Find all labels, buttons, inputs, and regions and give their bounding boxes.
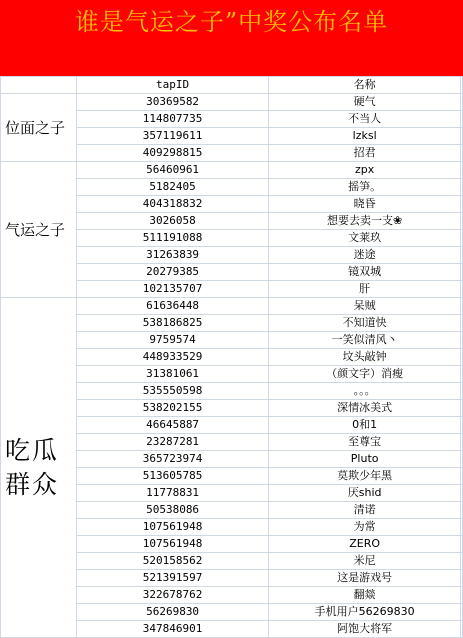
name-cell: 肝 bbox=[269, 281, 461, 298]
name-cell: ZERO bbox=[269, 536, 461, 553]
header-name: 名称 bbox=[269, 77, 461, 94]
name-cell: 清诺 bbox=[269, 502, 461, 519]
tapid-cell: 107561948 bbox=[76, 519, 269, 536]
banner-title: 谁是气运之子”中奖公布名单 bbox=[74, 8, 389, 36]
table-row bbox=[1, 162, 463, 179]
tapid-cell: 357119611 bbox=[76, 128, 269, 145]
name-cell: 至尊宝 bbox=[269, 434, 461, 451]
edge-cell bbox=[460, 94, 462, 111]
edge-cell bbox=[460, 366, 462, 383]
tapid-cell: 46645887 bbox=[76, 417, 269, 434]
winners-table-body bbox=[1, 77, 463, 638]
tapid-cell: 114807735 bbox=[76, 111, 269, 128]
tapid-cell: 535550598 bbox=[76, 383, 269, 400]
name-cell: 手机用户56269830 bbox=[269, 604, 461, 621]
name-cell: 为常 bbox=[269, 519, 461, 536]
tapid-cell: 56269830 bbox=[76, 604, 269, 621]
edge-cell bbox=[460, 570, 462, 587]
edge-cell bbox=[460, 145, 462, 162]
edge-cell bbox=[460, 332, 462, 349]
tapid-cell: 448933529 bbox=[76, 349, 269, 366]
name-cell: 硬气 bbox=[269, 94, 461, 111]
tapid-cell: 31263839 bbox=[76, 247, 269, 264]
edge-cell bbox=[460, 536, 462, 553]
name-cell: 坟头敲钟 bbox=[269, 349, 461, 366]
name-cell: 想要去卖一支❀ bbox=[269, 213, 461, 230]
name-cell: 招君 bbox=[269, 145, 461, 162]
edge-cell bbox=[460, 264, 462, 281]
name-cell: Pluto bbox=[269, 451, 461, 468]
edge-cell bbox=[460, 247, 462, 264]
edge-cell bbox=[460, 400, 462, 417]
edge-cell bbox=[460, 468, 462, 485]
tapid-cell: 409298815 bbox=[76, 145, 269, 162]
name-cell: 翻燚 bbox=[269, 587, 461, 604]
tapid-cell: 9759574 bbox=[76, 332, 269, 349]
name-cell: 镜双城 bbox=[269, 264, 461, 281]
edge-cell bbox=[460, 604, 462, 621]
edge-cell bbox=[460, 502, 462, 519]
group-label: 吃瓜群众 bbox=[1, 298, 77, 638]
name-cell: 0和1 bbox=[269, 417, 461, 434]
tapid-cell: 3026058 bbox=[76, 213, 269, 230]
name-cell: 深情冰美式 bbox=[269, 400, 461, 417]
tapid-cell: 5182405 bbox=[76, 179, 269, 196]
tapid-cell: 23287281 bbox=[76, 434, 269, 451]
edge-cell bbox=[460, 621, 462, 638]
edge-cell bbox=[460, 434, 462, 451]
edge-cell bbox=[460, 485, 462, 502]
edge-cell bbox=[460, 298, 462, 315]
edge-cell bbox=[460, 281, 462, 298]
name-cell: 厌shid bbox=[269, 485, 461, 502]
edge-cell bbox=[460, 77, 462, 94]
edge-cell bbox=[460, 213, 462, 230]
name-cell: 摇笋。 bbox=[269, 179, 461, 196]
tapid-cell: 20279385 bbox=[76, 264, 269, 281]
group-label: 气运之子 bbox=[1, 162, 77, 298]
header-tapid: tapID bbox=[76, 77, 269, 94]
name-cell: 文莱玖 bbox=[269, 230, 461, 247]
edge-cell bbox=[460, 451, 462, 468]
tapid-cell: 404318832 bbox=[76, 196, 269, 213]
tapid-cell: 102135707 bbox=[76, 281, 269, 298]
name-cell: 一笑似清风丶 bbox=[269, 332, 461, 349]
table-row bbox=[1, 94, 463, 111]
tapid-cell: 11778831 bbox=[76, 485, 269, 502]
title-banner bbox=[0, 0, 463, 76]
edge-cell bbox=[460, 196, 462, 213]
tapid-cell: 61636448 bbox=[76, 298, 269, 315]
name-cell: lzksl bbox=[269, 128, 461, 145]
tapid-cell: 513605785 bbox=[76, 468, 269, 485]
name-cell: 阿饱大将军 bbox=[269, 621, 461, 638]
edge-cell bbox=[460, 349, 462, 366]
tapid-cell: 538186825 bbox=[76, 315, 269, 332]
edge-cell bbox=[460, 230, 462, 247]
tapid-cell: 347846901 bbox=[76, 621, 269, 638]
edge-cell bbox=[460, 383, 462, 400]
edge-cell bbox=[460, 519, 462, 536]
winners-table bbox=[0, 76, 463, 638]
header-empty-cell bbox=[1, 77, 77, 94]
name-cell: zpx bbox=[269, 162, 461, 179]
name-cell: 不知道快 bbox=[269, 315, 461, 332]
tapid-cell: 322678762 bbox=[76, 587, 269, 604]
tapid-cell: 520158562 bbox=[76, 553, 269, 570]
edge-cell bbox=[460, 111, 462, 128]
tapid-cell: 365723974 bbox=[76, 451, 269, 468]
name-cell: 不当人 bbox=[269, 111, 461, 128]
tapid-cell: 56460961 bbox=[76, 162, 269, 179]
name-cell: 迷途 bbox=[269, 247, 461, 264]
name-cell: 米尼 bbox=[269, 553, 461, 570]
name-cell: 晓昏 bbox=[269, 196, 461, 213]
edge-cell bbox=[460, 315, 462, 332]
name-cell: 。。。 bbox=[269, 383, 461, 400]
tapid-cell: 31381061 bbox=[76, 366, 269, 383]
name-cell: 呆贼 bbox=[269, 298, 461, 315]
tapid-cell: 521391597 bbox=[76, 570, 269, 587]
edge-cell bbox=[460, 128, 462, 145]
tapid-cell: 538202155 bbox=[76, 400, 269, 417]
table-row bbox=[1, 298, 463, 315]
tapid-cell: 50538086 bbox=[76, 502, 269, 519]
edge-cell bbox=[460, 587, 462, 604]
header-row bbox=[1, 77, 463, 94]
tapid-cell: 30369582 bbox=[76, 94, 269, 111]
name-cell: 这是游戏号 bbox=[269, 570, 461, 587]
tapid-cell: 511191088 bbox=[76, 230, 269, 247]
edge-cell bbox=[460, 553, 462, 570]
edge-cell bbox=[460, 162, 462, 179]
tapid-cell: 107561948 bbox=[76, 536, 269, 553]
edge-cell bbox=[460, 179, 462, 196]
group-label: 位面之子 bbox=[1, 94, 77, 162]
edge-cell bbox=[460, 417, 462, 434]
name-cell: 莫欺少年黑 bbox=[269, 468, 461, 485]
name-cell: （颜文字）消瘦 bbox=[269, 366, 461, 383]
